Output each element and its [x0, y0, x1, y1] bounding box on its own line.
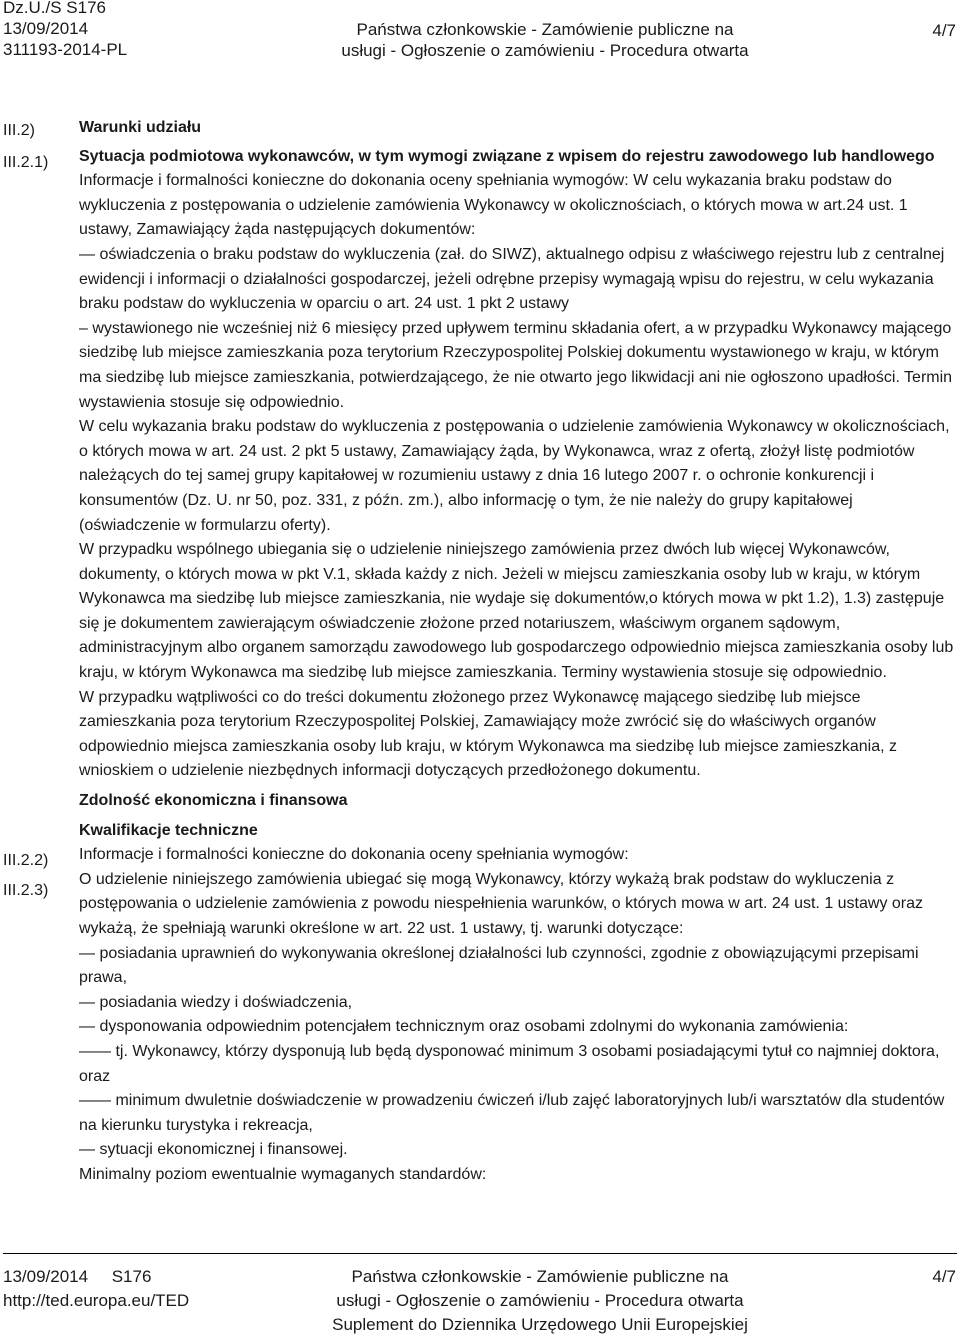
- footer-page-number: 4/7: [932, 1267, 956, 1286]
- paragraph: Informacje i formalności konieczne do dokonania oceny spełniania wymogów:: [79, 846, 629, 864]
- paragraph: – wystawionego nie wcześniej niż 6 miesięcy przed upływem terminu składania ofert, a w przypadku Wykonawcy mającego siedzibę lub miejsce zamieszkania poza terytorium Rzeczypospolitej Polskiej dokumentu wystawionego w kraju, w którym ma siedzibę lub miejsce zamieszkania, potwierdzającego, że nie otwarto jego likwidacji ani nie ogłoszono upadłości. Termin wystawienia stosuje się odpowiednio.: [79, 319, 953, 411]
- footer-date-issue: 13/09/2014 S176: [3, 1267, 152, 1286]
- list-item: — dysponowania odpowiednim potencjałem technicznym oraz osobami zdolnymi do wykonania zamówienia:: [79, 1018, 849, 1036]
- paragraph: O udzielenie niniejszego zamówienia ubiegać się mogą Wykonawcy, którzy wykażą brak podstaw do wykluczenia z postępowania o udzielenie zamówienia z powodu niespełnienia warunków, o których mowa w art. 24 ust. 1 ustawy oraz wykażą, że spełniają warunki określone w art. 22 ust. 1 ustawy, tj. warunki dotyczące:: [79, 870, 924, 937]
- footer-title-line-1: Państwa członkowskie - Zamówienie publiczne na: [351, 1267, 729, 1286]
- paragraph: W przypadku wspólnego ubiegania się o udzielenie niniejszego zamówienia przez dwóch lub więcej Wykonawców, dokumenty, o których mowa w pkt V.1, składa każdy z nich. Jeżeli w miejscu zamieszkania osoby lub w kraju, w którym Wykonawca ma siedzibę lub miejsce zamieszkania, nie wydaje się dokumentów,o których mowa w pkt 1.2), 1.3) zastępuje się je dokumentem zawierającym oświadczenie złożone przed notariuszem, właściwym organem sądowym, administracyjnym albo organem samorządu zawodowego lub gospodarczego odpowiednio miejsca zamieszkania osoby lub kraju, w którym Wykonawca ma siedzibę lub miejsce zamieszkania. Terminy wystawienia stosuje się odpowiednio.: [79, 541, 954, 682]
- list-item: —— minimum dwuletnie doświadczenie w prowadzeniu ćwiczeń i/lub zajęć laboratoryjnych lub/i warsztatów dla studentów na kierunku turystyka i rekreacja,: [79, 1092, 945, 1134]
- heading-subjective-situation: Sytuacja podmiotowa wykonawców, w tym wymogi związane z wpisem do rejestru zawodowego lub handlowego: [79, 147, 935, 165]
- heading-economic-capacity: Zdolność ekonomiczna i finansowa: [79, 792, 348, 810]
- publication-date: 13/09/2014: [3, 19, 89, 38]
- footer-supplement: Suplement do Dziennika Urzędowego Unii Europejskiej: [332, 1315, 748, 1334]
- footer-title-line-2: usługi - Ogłoszenie o zamówieniu - Procedura otwarta: [336, 1291, 744, 1310]
- paragraph: Informacje i formalności konieczne do dokonania oceny spełniania wymogów: W celu wykazania braku podstaw do wykluczenia z postępowania o udzielenie zamówienia Wykonawcy w okolicznościach, o których mowa w art.24 ust. 1 ustawy, Zamawiający żąda następujących dokumentów:: [79, 172, 908, 239]
- section-code-iii-2-3: III.2.3): [3, 882, 49, 899]
- list-item: — sytuacji ekonomicznej i finansowej.: [79, 1141, 348, 1159]
- notice-number: 311193-2014-PL: [3, 40, 128, 59]
- header-center: [330, 19, 760, 61]
- section-code-iii-2-2: III.2.2): [3, 852, 49, 869]
- heading-participation-conditions: Warunki udziału: [79, 119, 202, 136]
- section-code-iii-2-1: III.2.1): [3, 154, 49, 171]
- header-page-number: 4/7: [932, 21, 956, 40]
- footer-center: [300, 1265, 780, 1337]
- list-item: —— tj. Wykonawcy, którzy dysponują lub będą dysponować minimum 3 osobami posiadającymi tytuł co najmniej doktora, oraz: [79, 1042, 940, 1085]
- document-body: [79, 116, 957, 1188]
- journal-reference: Dz.U./S S176: [3, 0, 106, 17]
- heading-technical-qualifications: Kwalifikacje techniczne: [79, 821, 258, 839]
- paragraph: W celu wykazania braku podstaw do wykluczenia z postępowania o udzielenie zamówienia Wykonawcy w okolicznościach, o których mowa w art. 24 ust. 2 pkt 5 ustawy, Zamawiający żąda, by Wykonawca, wraz z ofertą, złożył listę podmiotów należących do tej samej grupy kapitałowej w rozumieniu ustawy z dnia 16 lutego 2007 r. o ochronie konkurencji i konsumentów (Dz. U. nr 50, poz. 331, z późn. zm.), albo informację o tym, że nie należy do grupy kapitałowej (oświadczenie w formularzu oferty).: [79, 418, 950, 534]
- paragraph: Minimalny poziom ewentualnie wymaganych standardów:: [79, 1165, 487, 1183]
- paragraph: — oświadczenia o braku podstaw do wykluczenia (zał. do SIWZ), aktualnego odpisu z właściwego rejestru lub z centralnej ewidencji i informacji o działalności gospodarczej, jeżeli odrębne przepisy wymagają wpisu do rejestru, w celu wykazania braku podstaw do wykluczenia w oparciu o art. 24 ust. 1 pkt 2 ustawy: [79, 245, 945, 313]
- section-code-iii-2: III.2): [3, 122, 36, 139]
- list-item: — posiadania wiedzy i doświadczenia,: [79, 993, 353, 1011]
- paragraph: W przypadku wątpliwości co do treści dokumentu złożonego przez Wykonawcę mającego siedzibę lub miejsce zamieszkania poza terytorium Rzeczypospolitej Polskiej, Zamawiający może zwrócić się do właściwych organów odpowiednio miejsca zamieszkania osoby lub kraju, w którym Wykonawca ma siedzibę lub miejsce zamieszkania, z wnioskiem o udzielenie niezbędnych informacji dotyczących przedłożonego dokumentu.: [79, 688, 897, 780]
- header-left: [3, 0, 127, 60]
- list-item: — posiadania uprawnień do wykonywania określonej działalności lub czynności, zgodnie z obowiązującymi przepisami prawa,: [79, 944, 919, 987]
- footer-divider: [3, 1253, 957, 1254]
- header-title-line-1: Państwa członkowskie - Zamówienie publiczne na: [356, 20, 734, 39]
- header-title-line-2: usługi - Ogłoszenie o zamówieniu - Procedura otwarta: [341, 41, 749, 60]
- footer-left: [3, 1265, 189, 1313]
- footer-url: http://ted.europa.eu/TED: [3, 1291, 190, 1310]
